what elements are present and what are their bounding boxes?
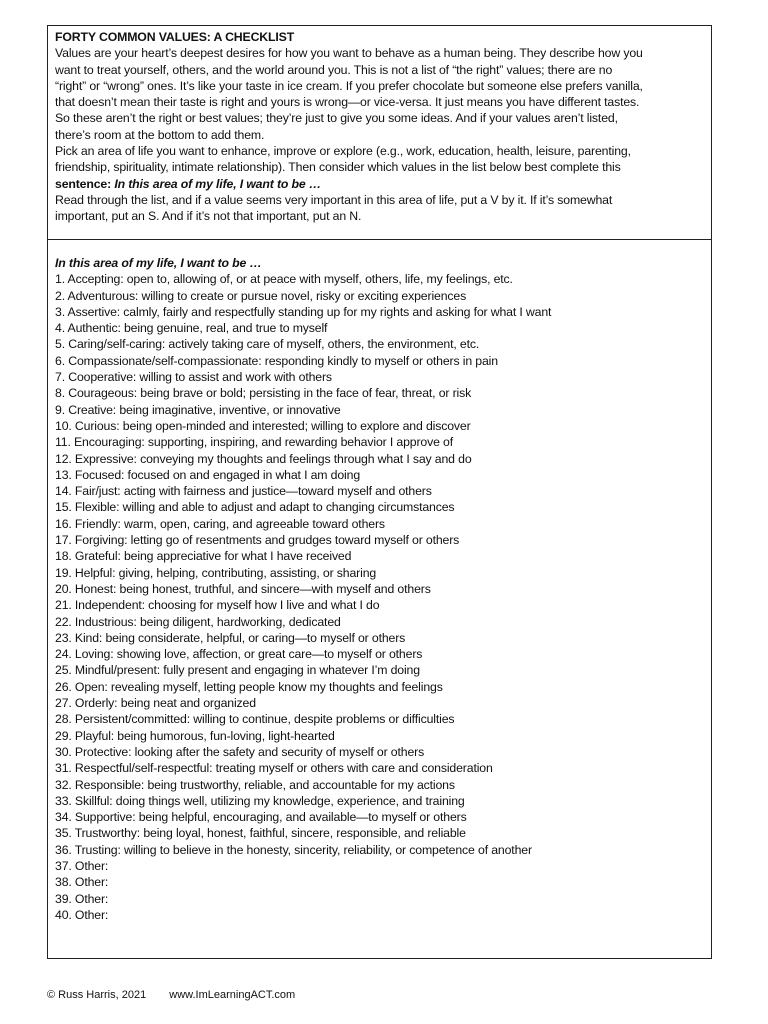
intro-line: Values are your heart’s deepest desires for how you want to behave as a human being. They describe how you — [55, 46, 643, 61]
value-item: 25. Mindful/present: fully present and engaging in whatever I’m doing — [55, 663, 420, 678]
instructions-paragraph — [55, 143, 704, 192]
value-item: 11. Encouraging: supporting, inspiring, and rewarding behavior I approve of — [55, 435, 453, 450]
value-item: 37. Other: — [55, 858, 109, 873]
value-item: 33. Skillful: doing things well, utilizing my knowledge, experience, and training — [55, 793, 465, 808]
value-item: 9. Creative: being imaginative, inventive, or innovative — [55, 402, 341, 417]
value-item: 18. Grateful: being appreciative for what I have received — [55, 549, 352, 564]
value-item: 39. Other: — [55, 891, 109, 906]
value-item: 24. Loving: showing love, affection, or great care—to myself or others — [55, 647, 423, 662]
rating-line: Read through the list, and if a value seems very important in this area of life, put a V by it. If it’s somewhat — [55, 192, 613, 207]
value-item: 15. Flexible: willing and able to adjust and adapt to changing circumstances — [55, 500, 455, 515]
intro-paragraph — [55, 45, 704, 143]
value-item: 19. Helpful: giving, helping, contributing, assisting, or sharing — [55, 565, 377, 580]
website: www.ImLearningACT.com — [169, 989, 296, 1001]
value-item: 6. Compassionate/self-compassionate: responding kindly to myself or others in pain — [55, 353, 498, 368]
value-item: 7. Cooperative: willing to assist and work with others — [55, 370, 332, 385]
value-item: 27. Orderly: being neat and organized — [55, 696, 256, 711]
value-item: 4. Authentic: being genuine, real, and true to myself — [55, 321, 328, 336]
value-item: 26. Open: revealing myself, letting people know my thoughts and feelings — [55, 679, 443, 694]
value-item: 2. Adventurous: willing to create or pursue novel, risky or exciting experiences — [55, 288, 467, 303]
values-box — [47, 239, 712, 959]
value-item: 17. Forgiving: letting go of resentments and grudges toward myself or others — [55, 533, 460, 548]
value-item: 32. Responsible: being trustworthy, reliable, and accountable for my actions — [55, 777, 455, 792]
intro-line: “right” or “wrong” ones. It’s like your taste in ice cream. If you prefer chocolate but someone else prefers vanilla, — [55, 78, 643, 93]
rating-line: important, put an S. And if it’s not that important, put an N. — [55, 209, 362, 224]
value-item: 20. Honest: being honest, truthful, and sincere—with myself and others — [55, 581, 431, 596]
intro-line: want to treat yourself, others, and the world around you. This is not a list of “the right” values; there are no — [55, 62, 613, 77]
intro-line: So these aren’t the right or best values; they’re just to give you some ideas. And if your values aren’t listed, — [55, 111, 618, 126]
instruction-line: Pick an area of life you want to enhance, improve or explore (e.g., work, education, health, leisure, parenting, — [55, 144, 631, 159]
value-item: 12. Expressive: conveying my thoughts and feelings through what I say and do — [55, 451, 472, 466]
value-item: 23. Kind: being considerate, helpful, or caring—to myself or others — [55, 630, 406, 645]
value-item: 10. Curious: being open-minded and interested; willing to explore and discover — [55, 418, 471, 433]
value-item: 1. Accepting: open to, allowing of, or at peace with myself, others, life, my feelings, etc. — [55, 272, 513, 287]
values-list — [55, 271, 704, 923]
value-item: 16. Friendly: warm, open, caring, and agreeable toward others — [55, 516, 385, 531]
value-item: 3. Assertive: calmly, fairly and respectfully standing up for my rights and asking for what I want — [55, 304, 552, 319]
value-item: 38. Other: — [55, 875, 109, 890]
intro-line: that doesn’t mean their taste is right and yours is wrong—or vice-versa. It just means you have different tastes. — [55, 95, 640, 110]
value-item: 21. Independent: choosing for myself how I live and what I do — [55, 598, 380, 613]
value-item: 31. Respectful/self-respectful: treating myself or others with care and consideration — [55, 761, 493, 776]
value-item: 40. Other: — [55, 907, 109, 922]
instruction-line: friendship, spirituality, intimate relationship). Then consider which values in the list below best complete this — [55, 160, 621, 175]
rating-instructions — [55, 192, 704, 225]
value-item: 34. Supportive: being helpful, encouraging, and available—to myself or others — [55, 810, 467, 825]
intro-line: there’s room at the bottom to add them. — [55, 127, 265, 142]
page-title: FORTY COMMON VALUES: A CHECKLIST — [55, 30, 295, 44]
value-item: 29. Playful: being humorous, fun-loving, light-hearted — [55, 728, 335, 743]
value-item: 8. Courageous: being brave or bold; persisting in the face of fear, threat, or risk — [55, 386, 472, 401]
value-item: 13. Focused: focused on and engaged in what I am doing — [55, 467, 361, 482]
value-item: 5. Caring/self-caring: actively taking care of myself, others, the environment, etc. — [55, 337, 480, 352]
value-item: 28. Persistent/committed: willing to continue, despite problems or difficulties — [55, 712, 455, 727]
value-item: 30. Protective: looking after the safety and security of myself or others — [55, 744, 425, 759]
value-item: 36. Trusting: willing to believe in the honesty, sincerity, reliability, or competence of another — [55, 842, 532, 857]
sentence-prompt: In this area of my life, I want to be … — [114, 176, 321, 191]
intro-box — [47, 25, 712, 240]
value-item: 14. Fair/just: acting with fairness and justice—toward myself and others — [55, 484, 432, 499]
value-item: 35. Trustworthy: being loyal, honest, faithful, sincere, responsible, and reliable — [55, 826, 466, 841]
sentence-lead: sentence: — [55, 176, 115, 191]
sentence-line — [55, 176, 704, 192]
footer — [47, 989, 315, 1001]
copyright: © Russ Harris, 2021 — [47, 989, 147, 1001]
value-item: 22. Industrious: being diligent, hardworking, dedicated — [55, 614, 341, 629]
list-prompt: In this area of my life, I want to be … — [55, 256, 262, 270]
